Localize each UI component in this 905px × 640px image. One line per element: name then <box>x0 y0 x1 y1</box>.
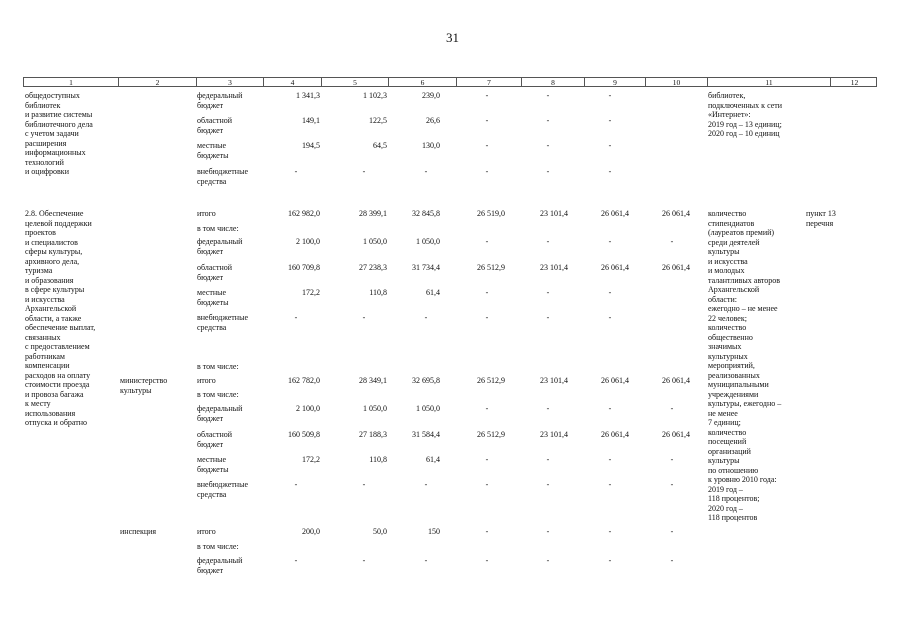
block2-total-row-0-val-2: 32 845,8 <box>412 209 440 218</box>
header-col-8: 8 <box>521 78 584 86</box>
block1-row-0-val-2: 239,0 <box>422 91 440 100</box>
block2-total-row-3-val-1: 27 238,3 <box>359 263 387 272</box>
block2-total-row-4-val-3: - <box>485 288 489 297</box>
ministry-row-4-val-4: 23 101,4 <box>540 430 568 439</box>
block2-total-row-4-val-0: 172,2 <box>302 288 320 297</box>
ministry-row-4-val-3: 26 512,9 <box>477 430 505 439</box>
inspection-source-0: итого <box>197 527 216 536</box>
block2-total-row-3-val-5: 26 061,4 <box>601 263 629 272</box>
ministry-row-6-val-0: - <box>294 480 298 489</box>
block1-row-2-val-2: 130,0 <box>422 141 440 150</box>
ministry-source-1: итого <box>197 376 216 385</box>
ministry-row-1-val-4: 23 101,4 <box>540 376 568 385</box>
inspection-row-0-val-1: 50,0 <box>373 527 387 536</box>
header-col-4: 4 <box>263 78 321 86</box>
block1-row-2-val-3: - <box>485 141 489 150</box>
ministry-row-4-val-2: 31 584,4 <box>412 430 440 439</box>
ministry-row-4-val-5: 26 061,4 <box>601 430 629 439</box>
block2-total-row-2-val-3: - <box>485 237 489 246</box>
block1-row-1-val-4: - <box>546 116 550 125</box>
block1-source-2: местные бюджеты <box>197 141 229 160</box>
ministry-row-1-val-1: 28 349,1 <box>359 376 387 385</box>
inspection-row-2-val-1: - <box>362 556 366 565</box>
block1-source-0: федеральный бюджет <box>197 91 243 110</box>
ministry-row-5-val-6: - <box>670 455 674 464</box>
block2-total-source-4: местные бюджеты <box>197 288 229 307</box>
block2-total-row-3-val-3: 26 512,9 <box>477 263 505 272</box>
ministry-row-6-val-1: - <box>362 480 366 489</box>
inspection-row-0-val-2: 150 <box>428 527 440 536</box>
block2-total-row-4-val-2: 61,4 <box>426 288 440 297</box>
ministry-row-6-val-5: - <box>608 480 612 489</box>
block1-indicator: библиотек, подключенных к сети «Интернет»: 2019 год – 13 единиц; 2020 год – 10 единиц <box>708 91 783 138</box>
block2-total-row-5-val-4: - <box>546 313 550 322</box>
block2-total-row-3-val-0: 160 709,8 <box>288 263 320 272</box>
block2-total-row-3-val-4: 23 101,4 <box>540 263 568 272</box>
inspection-source-1: в том числе: <box>197 542 239 551</box>
ministry-row-4-val-0: 160 509,8 <box>288 430 320 439</box>
ministry-row-3-val-3: - <box>485 404 489 413</box>
block2-total-row-5-val-3: - <box>485 313 489 322</box>
block1-row-1-val-0: 149,1 <box>302 116 320 125</box>
block2-total-row-2-val-1: 1 050,0 <box>363 237 387 246</box>
block1-row-3-val-0: - <box>294 167 298 176</box>
inspection-row-0-val-4: - <box>546 527 550 536</box>
header-col-10: 10 <box>645 78 707 86</box>
header-col-11: 11 <box>707 78 830 86</box>
block2-total-row-0-val-5: 26 061,4 <box>601 209 629 218</box>
block2-total-row-0-val-0: 162 982,0 <box>288 209 320 218</box>
block2-total-source-3: областной бюджет <box>197 263 233 282</box>
ministry-source-4: областной бюджет <box>197 430 233 449</box>
inspection-label: инспекция <box>120 527 157 536</box>
header-col-9: 9 <box>584 78 645 86</box>
block2-total-source-0: итого <box>197 209 216 218</box>
block2-total-row-0-val-1: 28 399,1 <box>359 209 387 218</box>
inspection-row-2-val-2: - <box>424 556 428 565</box>
header-col-2: 2 <box>118 78 196 86</box>
header-col-3: 3 <box>196 78 263 86</box>
block2-ref: пункт 13 перечня <box>806 209 836 228</box>
header-col-5: 5 <box>321 78 388 86</box>
block1-row-3-val-3: - <box>485 167 489 176</box>
page-number: 31 <box>446 30 459 45</box>
block2-total-source-1: в том числе: <box>197 224 239 233</box>
header-col-7: 7 <box>456 78 521 86</box>
block1-row-0-val-5: - <box>608 91 612 100</box>
inspection-row-2-val-4: - <box>546 556 550 565</box>
ministry-row-5-val-2: 61,4 <box>426 455 440 464</box>
block2-total-row-5-val-0: - <box>294 313 298 322</box>
block2-total-row-0-val-6: 26 061,4 <box>662 209 690 218</box>
ministry-row-3-val-4: - <box>546 404 550 413</box>
block1-row-0-val-4: - <box>546 91 550 100</box>
ministry-row-3-val-6: - <box>670 404 674 413</box>
ministry-row-1-val-2: 32 695,8 <box>412 376 440 385</box>
ministry-label: министерство культуры <box>120 376 168 395</box>
ministry-source-2: в том числе: <box>197 390 239 399</box>
header-col-12: 12 <box>830 78 878 86</box>
block2-total-row-2-val-5: - <box>608 237 612 246</box>
block1-row-0-val-0: 1 341,3 <box>296 91 320 100</box>
block1-row-2-val-0: 194,5 <box>302 141 320 150</box>
ministry-row-5-val-1: 110,8 <box>369 455 387 464</box>
block2-total-row-0-val-3: 26 519,0 <box>477 209 505 218</box>
block1-row-1-val-3: - <box>485 116 489 125</box>
ministry-row-3-val-2: 1 050,0 <box>416 404 440 413</box>
block1-row-3-val-4: - <box>546 167 550 176</box>
inspection-row-0-val-0: 200,0 <box>302 527 320 536</box>
header-col-1: 1 <box>69 78 73 87</box>
ministry-row-6-val-3: - <box>485 480 489 489</box>
block1-row-0-val-1: 1 102,3 <box>363 91 387 100</box>
inspection-row-2-val-5: - <box>608 556 612 565</box>
inspection-row-2-val-6: - <box>670 556 674 565</box>
block1-row-3-val-2: - <box>424 167 428 176</box>
block2-total-row-4-val-1: 110,8 <box>369 288 387 297</box>
table-header-row <box>23 77 877 87</box>
ministry-row-6-val-4: - <box>546 480 550 489</box>
block1-row-3-val-1: - <box>362 167 366 176</box>
ministry-source-6: внебюджетные средства <box>197 480 248 499</box>
block2-total-row-3-val-2: 31 734,4 <box>412 263 440 272</box>
ministry-row-1-val-3: 26 512,9 <box>477 376 505 385</box>
block2-total-source-2: федеральный бюджет <box>197 237 243 256</box>
ministry-row-1-val-5: 26 061,4 <box>601 376 629 385</box>
inspection-row-0-val-6: - <box>670 527 674 536</box>
block2-total-source-5: внебюджетные средства <box>197 313 248 332</box>
block1-row-2-val-5: - <box>608 141 612 150</box>
block1-row-2-val-4: - <box>546 141 550 150</box>
block2-total-row-5-val-5: - <box>608 313 612 322</box>
inspection-source-2: федеральный бюджет <box>197 556 243 575</box>
ministry-row-5-val-0: 172,2 <box>302 455 320 464</box>
ministry-source-3: федеральный бюджет <box>197 404 243 423</box>
header-col-6: 6 <box>388 78 456 86</box>
inspection-row-0-val-5: - <box>608 527 612 536</box>
ministry-row-5-val-5: - <box>608 455 612 464</box>
block1-row-1-val-1: 122,5 <box>369 116 387 125</box>
block2-total-row-4-val-5: - <box>608 288 612 297</box>
ministry-row-4-val-1: 27 188,3 <box>359 430 387 439</box>
block2-indicator: количество стипендиатов (лауреатов премий) среди деятелей культуры и искусства и молодых талантливых авторов Архангельской области: ежегодно – не менее 22 человек; количество общественно значимых культурных мероприятий, реализованных муниципальными учреждениями культуры, ежегодно – не менее 7 единиц; количество посещений организаций культуры по отношению к уровню 2010 года: 2019 год – 118 процентов; 2020 год – 118 процентов <box>708 209 782 522</box>
ministry-row-6-val-2: - <box>424 480 428 489</box>
inspection-row-2-val-3: - <box>485 556 489 565</box>
block2-total-row-5-val-2: - <box>424 313 428 322</box>
block1-event-name: общедоступных библиотек и развитие системы библиотечного дела с учетом задачи расширения информационных технологий и оцифровки <box>25 91 93 176</box>
block1-row-1-val-2: 26,6 <box>426 116 440 125</box>
ministry-row-3-val-0: 2 100,0 <box>296 404 320 413</box>
inspection-row-2-val-0: - <box>294 556 298 565</box>
block1-row-1-val-5: - <box>608 116 612 125</box>
block2-total-row-4-val-4: - <box>546 288 550 297</box>
block2-event-name: 2.8. Обеспечение целевой поддержки проектов и специалистов сферы культуры, архивного дела, туризма и образования в сфере культуры и искусства Архангельской области, а также обеспечение выплат, связанных с предоставлением работникам компенсации расходов на оплату стоимости проезда и провоза багажа к месту использования отпуска и обратно <box>25 209 96 427</box>
ministry-row-4-val-6: 26 061,4 <box>662 430 690 439</box>
block2-total-row-2-val-2: 1 050,0 <box>416 237 440 246</box>
block2-total-row-5-val-1: - <box>362 313 366 322</box>
block1-source-1: областной бюджет <box>197 116 233 135</box>
ministry-row-1-val-0: 162 782,0 <box>288 376 320 385</box>
block2-total-row-2-val-4: - <box>546 237 550 246</box>
ministry-row-3-val-1: 1 050,0 <box>363 404 387 413</box>
block1-source-3: внебюджетные средства <box>197 167 248 186</box>
ministry-row-5-val-3: - <box>485 455 489 464</box>
ministry-source-5: местные бюджеты <box>197 455 229 474</box>
block2-total-row-3-val-6: 26 061,4 <box>662 263 690 272</box>
block1-row-3-val-5: - <box>608 167 612 176</box>
ministry-row-5-val-4: - <box>546 455 550 464</box>
block2-total-row-2-val-0: 2 100,0 <box>296 237 320 246</box>
block1-row-0-val-3: - <box>485 91 489 100</box>
ministry-row-3-val-5: - <box>608 404 612 413</box>
ministry-row-6-val-6: - <box>670 480 674 489</box>
block2-total-row-0-val-4: 23 101,4 <box>540 209 568 218</box>
block1-row-2-val-1: 64,5 <box>373 141 387 150</box>
ministry-source-0: в том числе: <box>197 362 239 371</box>
block2-total-row-2-val-6: - <box>670 237 674 246</box>
ministry-row-1-val-6: 26 061,4 <box>662 376 690 385</box>
inspection-row-0-val-3: - <box>485 527 489 536</box>
